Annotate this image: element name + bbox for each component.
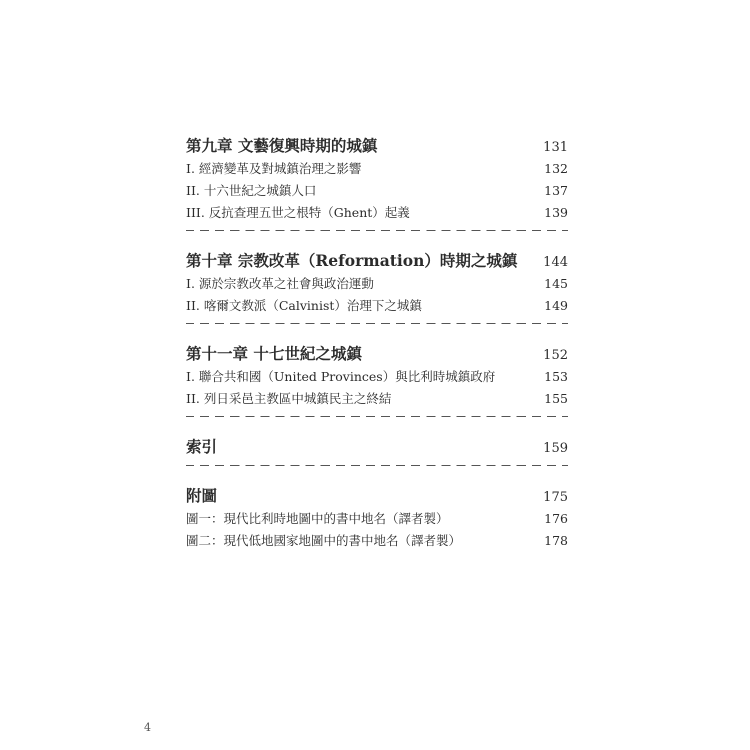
- subsection-title: I. 聯合共和國（United Provinces）與比利時城鎮政府: [186, 369, 496, 384]
- subsection-title: II. 喀爾文教派（Calvinist）治理下之城鎮: [186, 298, 422, 313]
- table-of-contents: [186, 134, 568, 552]
- chapter-page: 131: [543, 140, 568, 155]
- dashed-separator: [186, 416, 568, 427]
- subsection-entry: [186, 530, 568, 552]
- subsection-entry: [186, 158, 568, 180]
- subsection-entry: [186, 388, 568, 410]
- chapter-title: 第十章 宗教改革（Reformation）時期之城鎮: [186, 251, 518, 270]
- chapter-page: 159: [543, 441, 568, 456]
- subsection-entry: [186, 273, 568, 295]
- subsection-title: III. 反抗查理五世之根特（Ghent）起義: [186, 205, 410, 220]
- subsection-page: 176: [544, 511, 568, 526]
- dashed-separator: [186, 323, 568, 334]
- chapter-page: 152: [543, 348, 568, 363]
- chapter-page: 175: [543, 490, 568, 505]
- chapter-title: 附圖: [186, 486, 218, 505]
- chapter-title: 第十一章 十七世紀之城鎮: [186, 344, 362, 363]
- chapter-entry: [186, 342, 568, 366]
- chapter-entry: [186, 249, 568, 273]
- subsection-title: II. 列日采邑主教區中城鎮民主之終結: [186, 391, 392, 406]
- subsection-page: 149: [544, 298, 568, 313]
- subsection-entry: [186, 202, 568, 224]
- subsection-entry: [186, 508, 568, 530]
- chapter-page: 144: [543, 255, 568, 270]
- chapter-entry: [186, 435, 568, 459]
- subsection-title: I. 經濟變革及對城鎮治理之影響: [186, 161, 362, 176]
- subsection-entry: [186, 180, 568, 202]
- subsection-entry: [186, 366, 568, 388]
- chapter-entry: [186, 134, 568, 158]
- subsection-title: II. 十六世紀之城鎮人口: [186, 183, 317, 198]
- chapter-title: 第九章 文藝復興時期的城鎮: [186, 136, 378, 155]
- subsection-page: 132: [544, 161, 568, 176]
- subsection-page: 137: [544, 183, 568, 198]
- dashed-separator: [186, 465, 568, 476]
- chapter-entry: [186, 484, 568, 508]
- subsection-title: I. 源於宗教改革之社會與政治運動: [186, 276, 374, 291]
- subsection-page: 139: [544, 205, 568, 220]
- page-number: 4: [144, 721, 151, 734]
- subsection-page: 155: [544, 391, 568, 406]
- subsection-page: 178: [544, 533, 568, 548]
- subsection-page: 145: [544, 276, 568, 291]
- dashed-separator: [186, 230, 568, 241]
- subsection-entry: [186, 295, 568, 317]
- subsection-title: 圖二：現代低地國家地圖中的書中地名（譯者製）: [186, 533, 462, 548]
- chapter-title: 索引: [186, 437, 218, 456]
- subsection-title: 圖一：現代比利時地圖中的書中地名（譯者製）: [186, 511, 449, 526]
- subsection-page: 153: [544, 369, 568, 384]
